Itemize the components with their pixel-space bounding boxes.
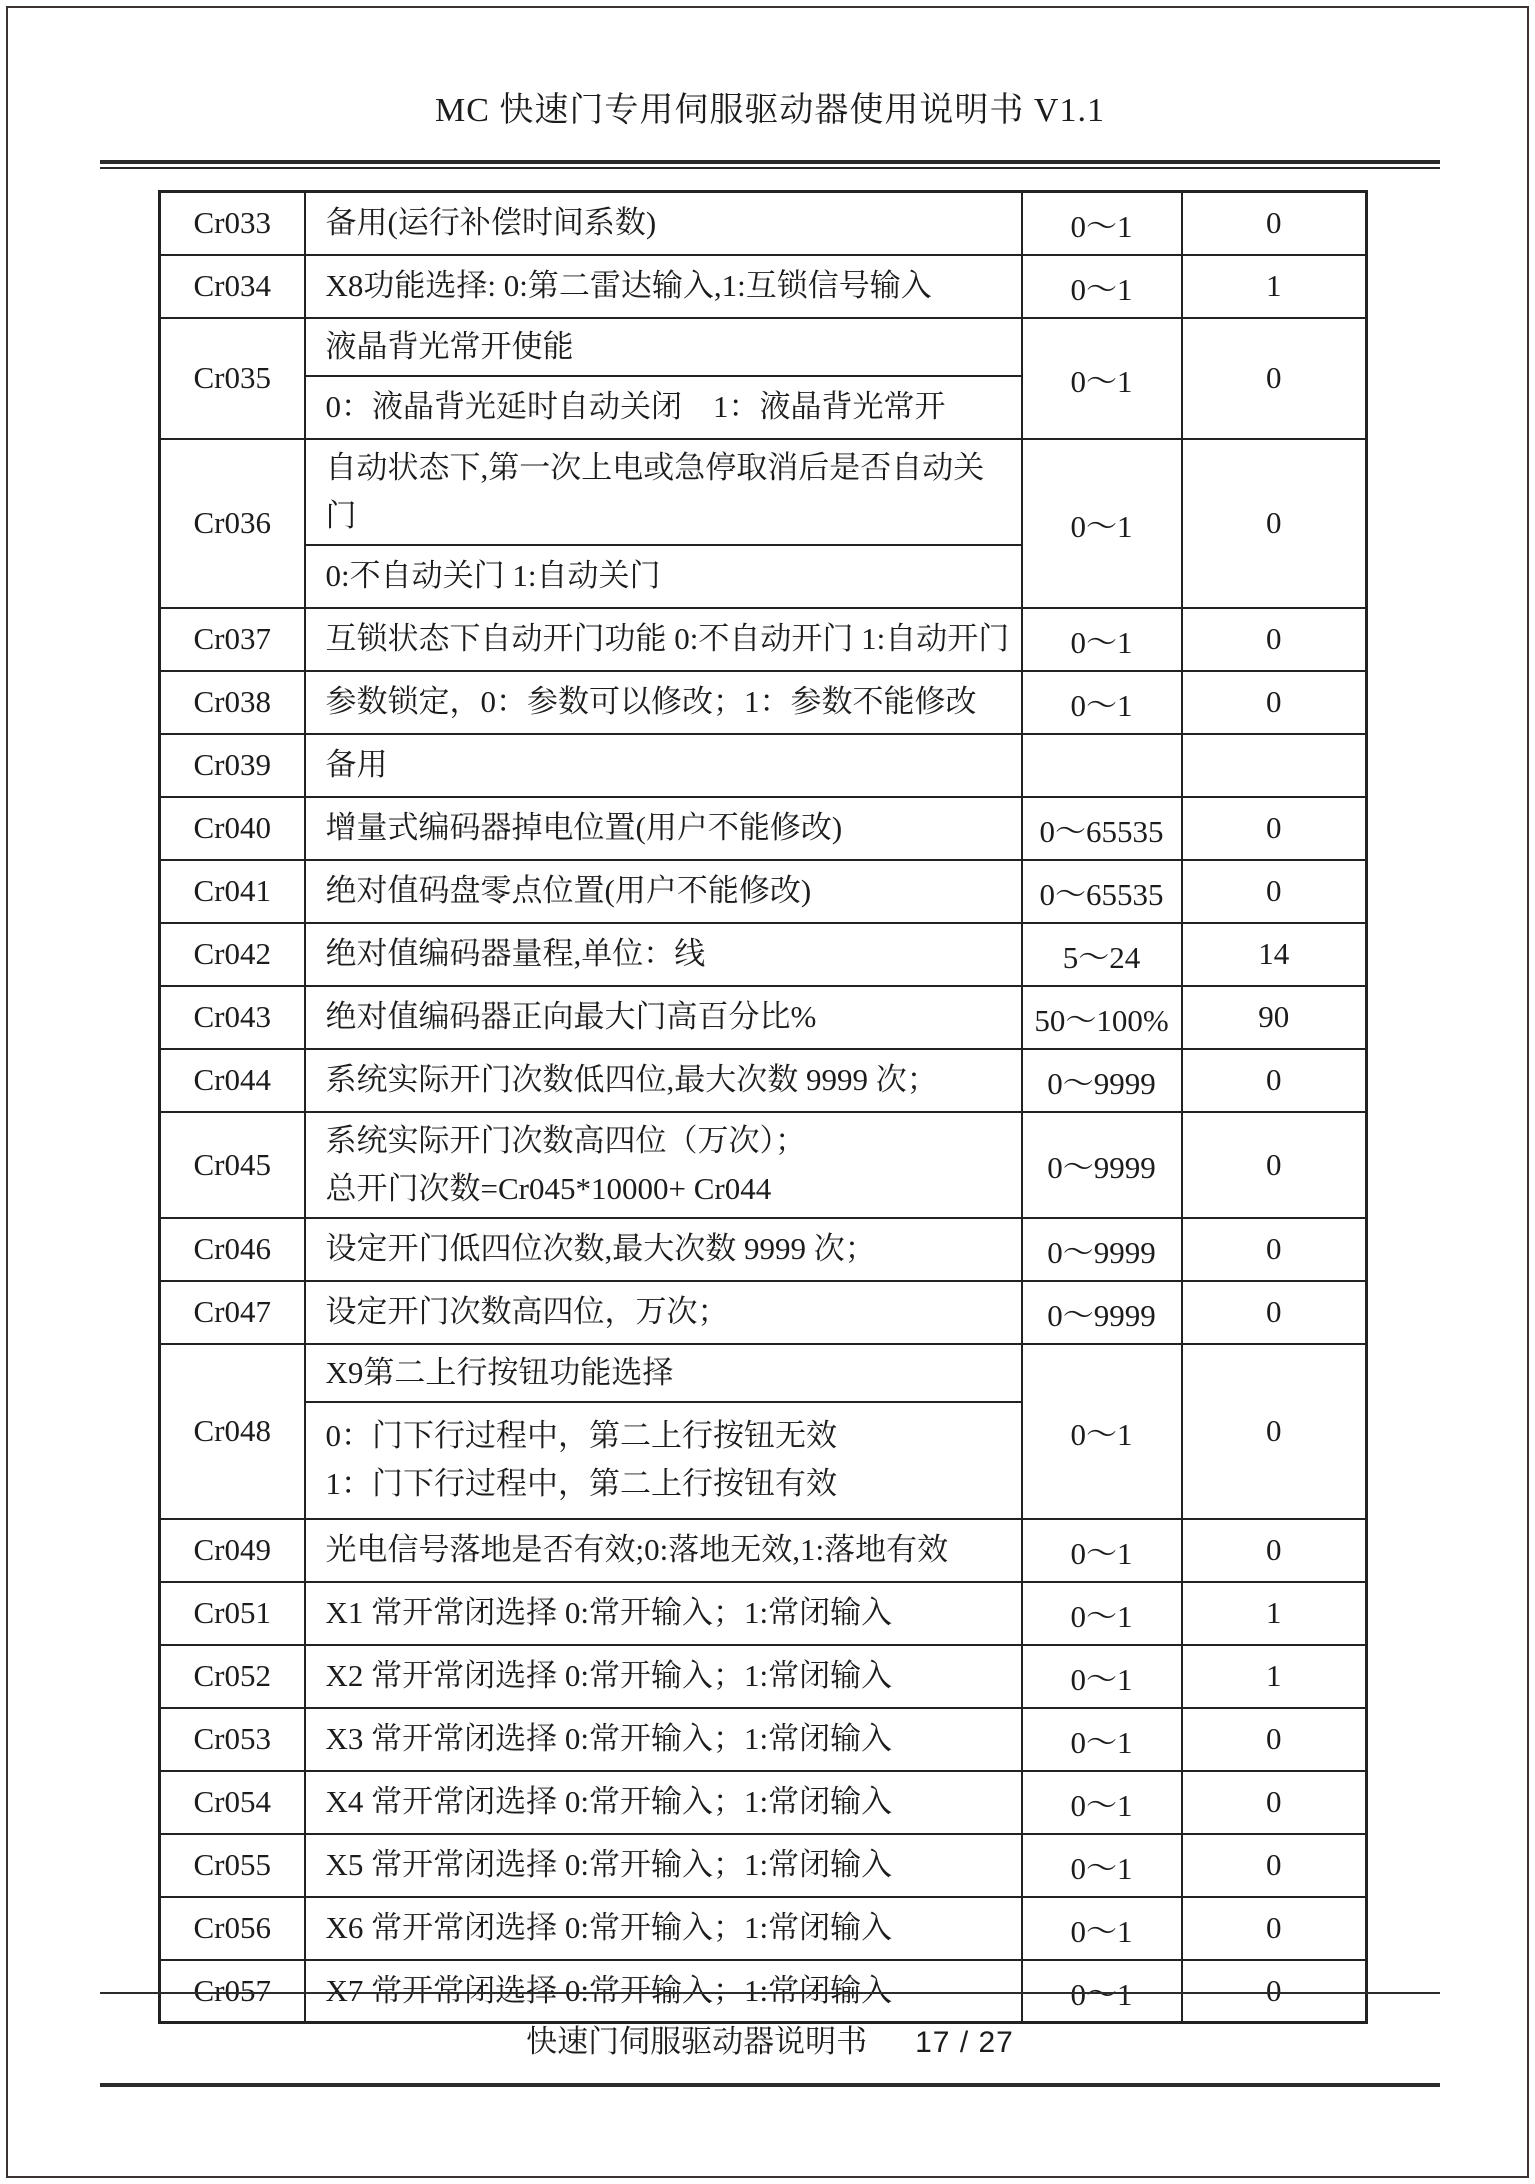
param-desc-cell [305, 1834, 1022, 1897]
table-row [160, 192, 1367, 255]
table-row [160, 986, 1367, 1049]
desc-line: 增量式编码器掉电位置(用户不能修改) [325, 810, 843, 846]
param-code-cell: Cr051 [160, 1582, 305, 1645]
param-desc-cell [305, 1645, 1022, 1708]
param-default-cell: 1 [1182, 1645, 1367, 1708]
desc-line: 参数锁定，0：参数可以修改；1：参数不能修改 [325, 684, 977, 720]
param-desc-bottom-cell [305, 1402, 1022, 1519]
param-desc-bottom-cell [305, 376, 1022, 439]
table-row [160, 255, 1367, 318]
desc-line: 备用 [325, 747, 388, 783]
desc-line: 绝对值编码器正向最大门高百分比% [325, 999, 817, 1035]
param-default-cell: 0 [1182, 797, 1367, 860]
table-row [160, 923, 1367, 986]
param-default-cell: 0 [1182, 860, 1367, 923]
param-code-cell: Cr048 [160, 1344, 305, 1519]
param-desc-cell [305, 192, 1022, 255]
table-row [160, 439, 1367, 545]
param-default-cell: 0 [1182, 1049, 1367, 1112]
param-range-cell: 0～1 [1022, 1771, 1182, 1834]
param-range-cell: 0～1 [1022, 1897, 1182, 1960]
param-desc-cell [305, 1049, 1022, 1112]
param-range-cell: 0～1 [1022, 1344, 1182, 1519]
param-code-cell: Cr036 [160, 439, 305, 608]
param-default-cell: 0 [1182, 1218, 1367, 1281]
param-desc-cell [305, 797, 1022, 860]
param-range-cell: 0～1 [1022, 1960, 1182, 2023]
param-default-cell: 1 [1182, 1582, 1367, 1645]
param-default-cell: 0 [1182, 608, 1367, 671]
param-default-cell: 0 [1182, 1960, 1367, 2023]
param-desc-top-cell [305, 1344, 1022, 1402]
desc-line: 设定开门低四位次数,最大次数 9999 次； [325, 1231, 876, 1267]
table-row [160, 860, 1367, 923]
param-default-cell: 0 [1182, 1708, 1367, 1771]
param-desc-cell [305, 1582, 1022, 1645]
desc-line: 备用(运行补偿时间系数) [325, 205, 657, 241]
table-row [160, 1049, 1367, 1112]
param-range-cell: 0～1 [1022, 192, 1182, 255]
param-default-cell: 0 [1182, 1112, 1367, 1218]
param-desc-cell [305, 608, 1022, 671]
desc-line: X8功能选择: 0:第二雷达输入,1:互锁信号输入 [325, 267, 932, 303]
desc-line: X5 常开常闭选择 0:常开输入；1:常闭输入 [325, 1847, 893, 1883]
page-header-title: MC 快速门专用伺服驱动器使用说明书 V1.1 [435, 92, 1105, 129]
param-desc-cell [305, 860, 1022, 923]
desc-line: 自动状态下,第一次上电或急停取消后是否自动关门 [325, 449, 985, 533]
param-desc-cell [305, 671, 1022, 734]
param-range-cell: 50～100% [1022, 986, 1182, 1049]
table-row [160, 1645, 1367, 1708]
param-default-cell: 0 [1182, 192, 1367, 255]
param-code-cell: Cr040 [160, 797, 305, 860]
footer-page-number: 17 / 27 [915, 2026, 1014, 2059]
param-range-cell: 0～9999 [1022, 1218, 1182, 1281]
table-row [160, 1519, 1367, 1582]
desc-line: 系统实际开门次数低四位,最大次数 9999 次； [325, 1062, 938, 1098]
param-default-cell: 0 [1182, 1834, 1367, 1897]
param-code-cell: Cr034 [160, 255, 305, 318]
param-code-cell: Cr057 [160, 1960, 305, 2023]
param-code-cell: Cr035 [160, 318, 305, 439]
param-code-cell: Cr038 [160, 671, 305, 734]
param-code-cell: Cr046 [160, 1218, 305, 1281]
param-range-cell: 0～1 [1022, 255, 1182, 318]
param-default-cell: 0 [1182, 1344, 1367, 1519]
param-desc-cell [305, 923, 1022, 986]
param-code-cell: Cr055 [160, 1834, 305, 1897]
desc-line: X9第二上行按钮功能选择 [325, 1354, 674, 1390]
footer-doc-title: 快速门伺服驱动器说明书 [526, 2024, 868, 2059]
param-desc-top-cell [305, 439, 1022, 545]
param-code-cell: Cr056 [160, 1897, 305, 1960]
param-range-cell: 0～9999 [1022, 1112, 1182, 1218]
footer-divider-line-bottom [100, 2083, 1440, 2087]
param-default-cell: 0 [1182, 1897, 1367, 1960]
param-desc-cell [305, 1708, 1022, 1771]
param-code-cell: Cr042 [160, 923, 305, 986]
param-default-cell: 1 [1182, 255, 1367, 318]
param-default-cell: 0 [1182, 671, 1367, 734]
table-row [160, 1281, 1367, 1344]
desc-line: 绝对值码盘零点位置(用户不能修改) [325, 873, 812, 909]
desc-line: 1：门下行过程中，第二上行按钮有效 [325, 1466, 837, 1502]
param-default-cell: 0 [1182, 1519, 1367, 1582]
param-code-cell: Cr052 [160, 1645, 305, 1708]
desc-line: 系统实际开门次数高四位（万次）； [325, 1122, 806, 1158]
param-range-cell: 0～65535 [1022, 797, 1182, 860]
param-range-cell: 0～1 [1022, 1834, 1182, 1897]
param-desc-cell [305, 986, 1022, 1049]
param-default-cell: 0 [1182, 1771, 1367, 1834]
param-default-cell: 0 [1182, 318, 1367, 439]
table-row [160, 1708, 1367, 1771]
desc-line: 0：门下行过程中，第二上行按钮无效 [325, 1418, 837, 1454]
param-range-cell: 0～1 [1022, 1519, 1182, 1582]
desc-line: 绝对值编码器量程,单位：线 [325, 936, 706, 972]
desc-line: X2 常开常闭选择 0:常开输入；1:常闭输入 [325, 1658, 893, 1694]
table-row [160, 1344, 1367, 1402]
param-range-cell: 0～9999 [1022, 1049, 1182, 1112]
table-row [160, 1834, 1367, 1897]
param-default-cell: 14 [1182, 923, 1367, 986]
param-range-cell: 0～65535 [1022, 860, 1182, 923]
param-range-cell: 0～1 [1022, 671, 1182, 734]
table-row [160, 1218, 1367, 1281]
param-desc-cell [305, 1519, 1022, 1582]
param-code-cell: Cr045 [160, 1112, 305, 1218]
table-row [160, 1582, 1367, 1645]
table-row [160, 671, 1367, 734]
param-range-cell: 0～1 [1022, 439, 1182, 608]
param-range-cell [1022, 734, 1182, 797]
param-code-cell: Cr043 [160, 986, 305, 1049]
param-desc-cell [305, 1218, 1022, 1281]
param-range-cell: 0～9999 [1022, 1281, 1182, 1344]
param-code-cell: Cr044 [160, 1049, 305, 1112]
desc-line: X6 常开常闭选择 0:常开输入；1:常闭输入 [325, 1910, 893, 1946]
desc-line: X3 常开常闭选择 0:常开输入；1:常闭输入 [325, 1721, 893, 1757]
param-range-cell: 0～1 [1022, 1582, 1182, 1645]
desc-line: 互锁状态下自动开门功能 0:不自动开门 1:自动开门 [325, 621, 1010, 657]
desc-line: 0：液晶背光延时自动关闭 1：液晶背光常开 [325, 389, 946, 425]
param-range-cell: 5～24 [1022, 923, 1182, 986]
param-desc-cell [305, 734, 1022, 797]
param-default-cell: 90 [1182, 986, 1367, 1049]
desc-line: 液晶背光常开使能 [325, 328, 574, 364]
table-row [160, 1897, 1367, 1960]
desc-line: 总开门次数=Cr045*10000+ Cr044 [325, 1170, 772, 1206]
param-range-cell: 0～1 [1022, 318, 1182, 439]
param-range-cell: 0～1 [1022, 1708, 1182, 1771]
footer-divider-line-top [100, 1992, 1440, 1994]
desc-line: X1 常开常闭选择 0:常开输入；1:常闭输入 [325, 1595, 893, 1631]
table-row [160, 1112, 1367, 1218]
param-desc-cell [305, 255, 1022, 318]
param-range-cell: 0～1 [1022, 608, 1182, 671]
param-code-cell: Cr053 [160, 1708, 305, 1771]
desc-line: 设定开门次数高四位，万次； [325, 1294, 729, 1330]
param-code-cell: Cr039 [160, 734, 305, 797]
param-code-cell: Cr049 [160, 1519, 305, 1582]
table-row [160, 734, 1367, 797]
param-code-cell: Cr041 [160, 860, 305, 923]
table-row [160, 608, 1367, 671]
table-row [160, 797, 1367, 860]
header-divider-line [100, 160, 1440, 169]
desc-line: 光电信号落地是否有效;0:落地无效,1:落地有效 [325, 1532, 949, 1568]
desc-line: 0:不自动关门 1:自动关门 [325, 558, 661, 594]
table-row [160, 1771, 1367, 1834]
desc-line: X7 常开常闭选择 0:常开输入；1:常闭输入 [325, 1973, 893, 2008]
desc-line: X4 常开常闭选择 0:常开输入；1:常闭输入 [325, 1784, 893, 1820]
param-desc-cell [305, 1897, 1022, 1960]
param-desc-cell [305, 1281, 1022, 1344]
param-code-cell: Cr054 [160, 1771, 305, 1834]
param-desc-bottom-cell [305, 545, 1022, 608]
param-range-cell: 0～1 [1022, 1645, 1182, 1708]
param-default-cell: 0 [1182, 1281, 1367, 1344]
param-desc-cell [305, 1771, 1022, 1834]
param-desc-cell [305, 1112, 1022, 1218]
param-default-cell [1182, 734, 1367, 797]
parameter-table-body [160, 192, 1367, 2023]
param-desc-top-cell [305, 318, 1022, 376]
param-code-cell: Cr037 [160, 608, 305, 671]
parameter-table [158, 190, 1368, 2024]
param-code-cell: Cr033 [160, 192, 305, 255]
param-default-cell: 0 [1182, 439, 1367, 608]
table-row [160, 318, 1367, 376]
page-footer [100, 2016, 1440, 2061]
param-code-cell: Cr047 [160, 1281, 305, 1344]
